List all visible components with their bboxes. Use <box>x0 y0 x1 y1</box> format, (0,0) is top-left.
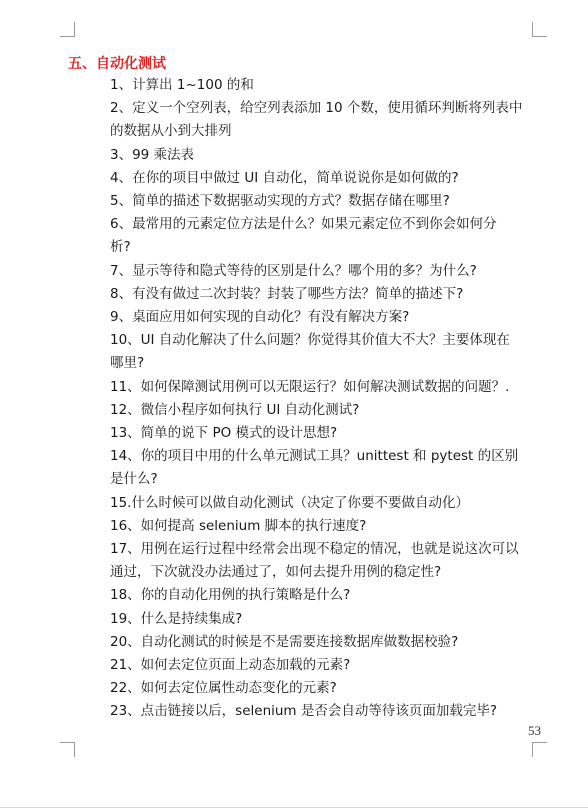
question-line-continuation <box>110 352 550 375</box>
question-line <box>110 213 550 236</box>
question-line: 15.什么时候可以做自动化测试（决定了你要不要做自动化） <box>110 494 469 511</box>
question-line <box>110 445 550 468</box>
question-line-text: 14、你的项目中用的什么单元测试工具？unittest 和 pytest 的区别 <box>110 448 519 465</box>
crop-mark-top-right <box>532 22 547 37</box>
question-line: 17、用例在运行过程中经常会出现不稳定的情况，也就是说这次可以 <box>110 541 519 558</box>
question-line-text: 通过，下次就没办法通过了，如何去提升用例的稳定性? <box>110 564 442 581</box>
section-title: 五、自动化测试 <box>68 56 166 72</box>
question-line-text: 10、UI 自动化解决了什么问题？你觉得其价值大不大？主要体现在 <box>110 332 510 349</box>
page-number: 53 <box>528 723 541 738</box>
question-line: 13、简单的说下 PO 模式的设计思想? <box>110 425 338 442</box>
question-line-text: 6、最常用的元素定位方法是什么？如果元素定位不到你会如何分 <box>110 216 497 233</box>
question-line-text: 2、定义一个空列表，给空列表添加 10 个数，使用循环判断将列表中 <box>110 100 523 117</box>
question-line <box>110 97 550 120</box>
question-line-text: 的数据从小到大排列 <box>110 123 232 140</box>
question-line <box>110 329 550 352</box>
question-line: 11、如何保障测试用例可以无限运行？如何解决测试数据的问题？. <box>110 378 510 395</box>
question-line: 8、有没有做过二次封装？封装了哪些方法？简单的描述下? <box>110 285 464 302</box>
question-line-text: 是什么? <box>110 471 158 488</box>
crop-mark-bottom-left <box>60 742 75 757</box>
question-line: 5、简单的描述下数据驱动实现的方式？数据存储在哪里? <box>110 193 450 210</box>
crop-mark-top-left <box>60 22 75 37</box>
question-line: 18、你的自动化用例的执行策略是什么? <box>110 587 351 604</box>
question-line: 19、什么是持续集成? <box>110 610 243 627</box>
question-line: 23、点击链接以后，selenium 是否会自动等待该页面加载完毕? <box>110 703 498 720</box>
question-line-text: 哪里? <box>110 355 145 372</box>
question-line: 7、显示等待和隐式等待的区别是什么？哪个用的多？为什么? <box>110 262 477 279</box>
question-line: 9、桌面应用如何实现的自动化？有没有解决方案? <box>110 309 410 326</box>
question-line: 16、如何提高 selenium 脚本的执行速度? <box>110 517 367 534</box>
question-line-text: 析? <box>110 239 131 256</box>
question-line: 3、99 乘法表 <box>110 146 195 163</box>
question-line-continuation <box>110 468 550 491</box>
question-line-continuation <box>110 120 550 143</box>
crop-mark-bottom-right <box>532 742 547 757</box>
question-line-continuation <box>110 561 550 584</box>
question-line: 4、在你的项目中做过 UI 自动化，简单说说你是如何做的? <box>110 169 459 186</box>
question-line: 20、自动化测试的时候是不是需要连接数据库做数据校验? <box>110 633 459 650</box>
question-line: 21、如何去定位页面上动态加载的元素? <box>110 657 351 674</box>
question-list <box>110 74 550 724</box>
question-line-continuation <box>110 236 550 259</box>
question-line: 12、微信小程序如何执行 UI 自动化测试? <box>110 401 360 418</box>
question-line: 22、如何去定位属性动态变化的元素? <box>110 680 337 697</box>
question-line: 1、计算出 1~100 的和 <box>110 77 254 93</box>
